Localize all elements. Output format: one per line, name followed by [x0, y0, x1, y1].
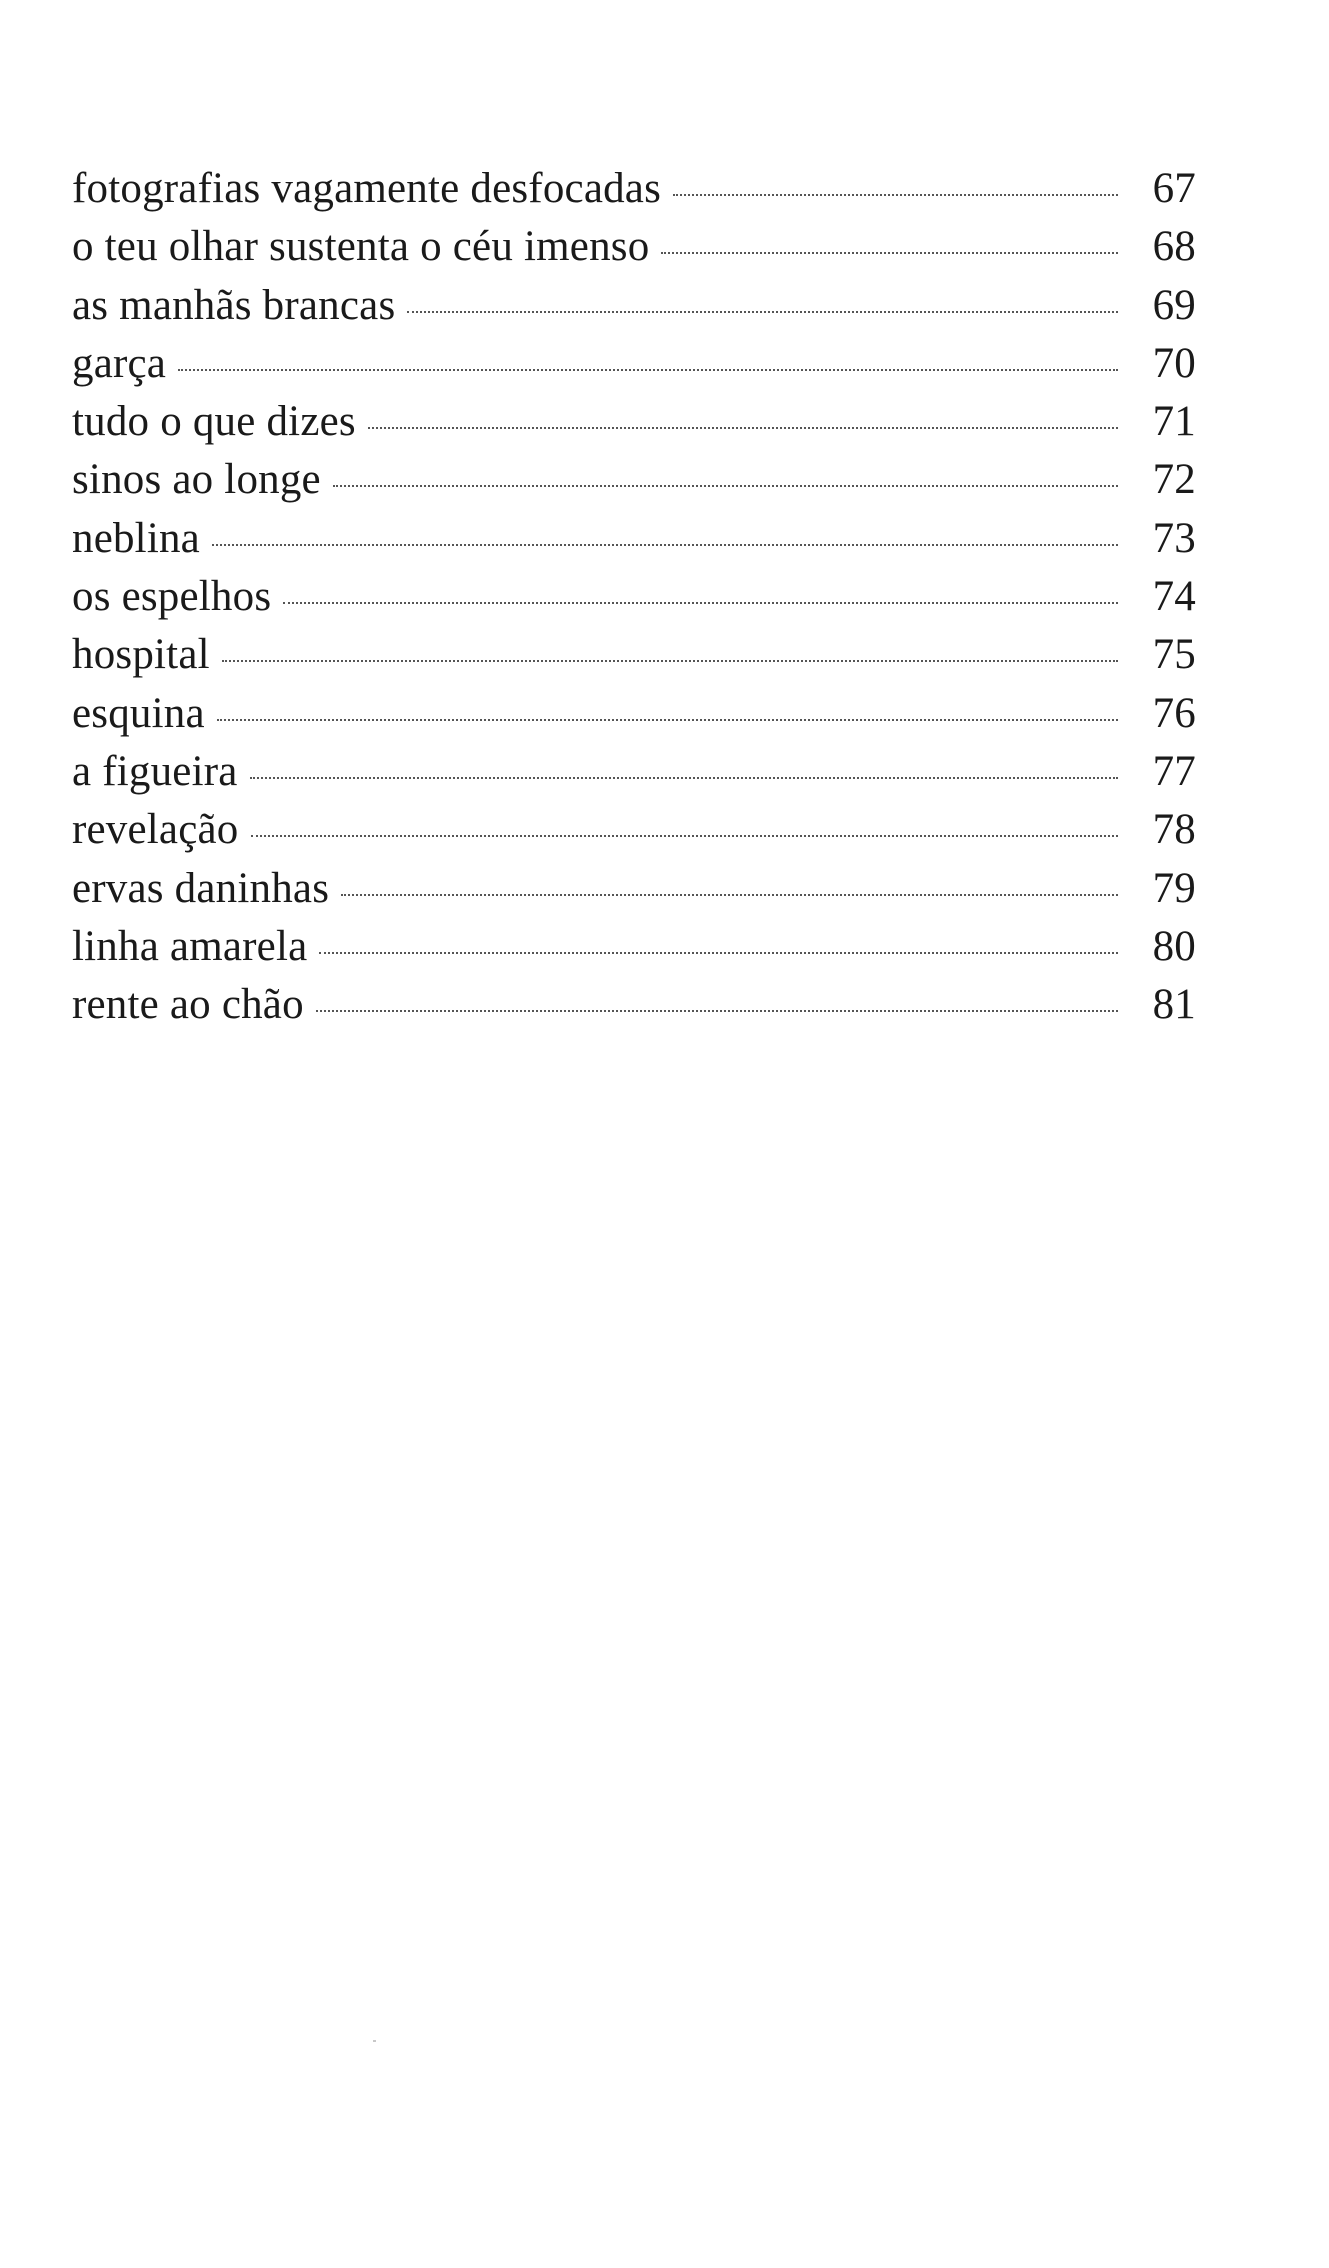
toc-entry-page: 79	[1152, 864, 1196, 912]
dot-leader	[661, 252, 1118, 254]
toc-entry-title: sinos ao longe	[72, 456, 321, 504]
toc-entry	[72, 160, 1196, 218]
toc-entry	[72, 277, 1196, 335]
dot-leader	[251, 835, 1119, 837]
toc-entry-page: 67	[1152, 165, 1196, 212]
toc-entry-title: o teu olhar sustenta o céu imenso	[72, 223, 650, 271]
toc-entry-page: 69	[1152, 281, 1196, 329]
toc-entry-title: hospital	[72, 631, 210, 679]
toc-entry-title: ervas daninhas	[72, 864, 330, 912]
dot-leader	[407, 311, 1118, 313]
dot-leader	[222, 660, 1118, 662]
toc-entry-title: os espelhos	[72, 573, 272, 621]
toc-entry-title: revelação	[72, 806, 239, 854]
toc-entry	[72, 218, 1196, 276]
dot-leader	[316, 1010, 1118, 1012]
toc-entry-title: as manhãs brancas	[72, 281, 396, 329]
toc-entry	[72, 626, 1196, 684]
toc-entry-title: a figueira	[72, 747, 238, 795]
toc-entry	[72, 510, 1196, 568]
toc-entry	[72, 451, 1196, 509]
toc-entry-page: 77	[1152, 747, 1196, 795]
toc-entry	[72, 860, 1196, 918]
dot-leader	[673, 194, 1118, 196]
toc-entry-title: fotografias vagamente desfocadas	[72, 165, 662, 212]
toc-entry-page: 81	[1152, 981, 1196, 1029]
toc-entry-page: 80	[1152, 922, 1196, 970]
toc-entry	[72, 976, 1196, 1034]
dot-leader	[341, 894, 1118, 896]
toc-entry	[72, 918, 1196, 976]
toc-entry	[72, 393, 1196, 451]
dot-leader	[319, 952, 1118, 954]
toc-entry-page: 70	[1152, 339, 1196, 387]
toc-entry-title: linha amarela	[72, 922, 308, 970]
toc-entry-page: 75	[1152, 631, 1196, 679]
toc-entry-title: garça	[72, 339, 167, 387]
scan-speck	[373, 2040, 376, 2042]
toc-entry	[72, 568, 1196, 626]
table-of-contents	[72, 160, 1196, 1034]
toc-entry-title: esquina	[72, 689, 205, 737]
toc-entry-page: 71	[1152, 398, 1196, 446]
toc-entry-page: 72	[1152, 456, 1196, 504]
dot-leader	[333, 485, 1118, 487]
toc-entry	[72, 801, 1196, 859]
toc-entry-page: 68	[1152, 223, 1196, 271]
dot-leader	[178, 369, 1118, 371]
dot-leader	[283, 602, 1118, 604]
toc-entry-title: neblina	[72, 514, 200, 562]
dot-leader	[250, 777, 1118, 779]
toc-entry-title: tudo o que dizes	[72, 398, 356, 446]
dot-leader	[212, 544, 1118, 546]
toc-entry-page: 76	[1152, 689, 1196, 737]
toc-entry	[72, 743, 1196, 801]
toc-entry-page: 78	[1152, 806, 1196, 854]
toc-entry-page: 74	[1152, 573, 1196, 621]
dot-leader	[368, 427, 1118, 429]
toc-entry-title: rente ao chão	[72, 981, 304, 1029]
toc-entry	[72, 685, 1196, 743]
toc-entry-page: 73	[1152, 514, 1196, 562]
dot-leader	[217, 719, 1118, 721]
toc-entry	[72, 335, 1196, 393]
